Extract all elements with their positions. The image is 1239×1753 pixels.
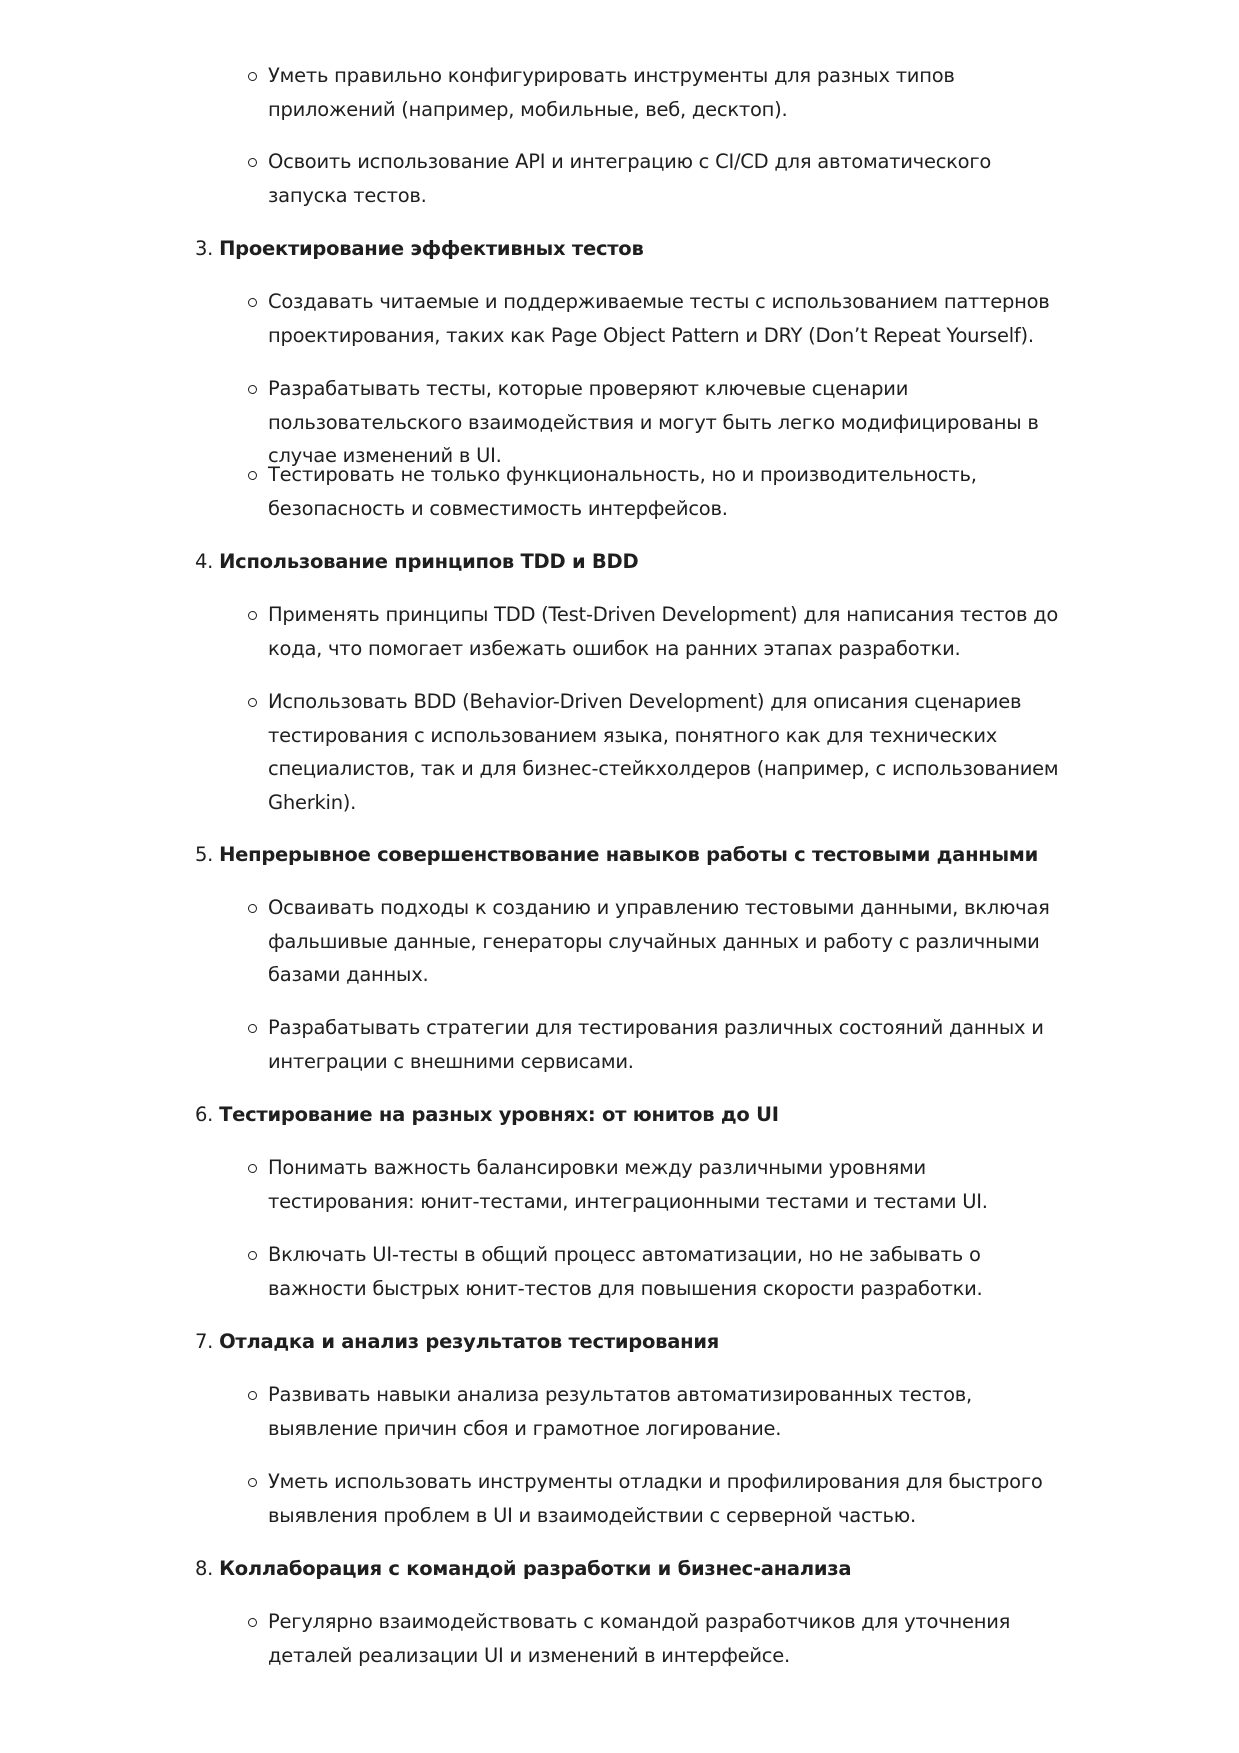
section-title: Отладка и анализ результатов тестирования (219, 1330, 720, 1353)
list-item-text: Разрабатывать стратегии для тестирования различных состояний данных и интеграции с внешними сервисами. (268, 1016, 1044, 1073)
section-number: 7. (195, 1330, 214, 1353)
section-title: Коллаборация с командой разработки и бизнес-анализа (219, 1557, 852, 1580)
list-item-text: Осваивать подходы к созданию и управлению тестовыми данными, включая фальшивые данные, генераторы случайных данных и работу с различными базами данных. (268, 896, 1050, 986)
section-title: Проектирование эффективных тестов (219, 237, 644, 260)
hollow-bullet-icon (248, 298, 257, 307)
hollow-bullet-icon (248, 1164, 257, 1173)
hollow-bullet-icon (248, 904, 257, 913)
list-item-text: Тестировать не только функциональность, но и производительность, безопасность и совместимость интерфейсов. (268, 463, 977, 520)
hollow-bullet-icon (248, 1618, 257, 1627)
hollow-bullet-icon (248, 471, 257, 480)
list-item-text: Регулярно взаимодействовать с командой разработчиков для уточнения деталей реализации UI и изменений в интерфейсе. (268, 1610, 1011, 1667)
hollow-bullet-icon (248, 385, 257, 394)
section-heading (195, 1325, 719, 1359)
section-number: 3. (195, 237, 214, 260)
section-title: Использование принципов TDD и BDD (219, 550, 639, 573)
section-number: 8. (195, 1557, 214, 1580)
section-number: 4. (195, 550, 214, 573)
hollow-bullet-icon (248, 1251, 257, 1260)
list-item-text: Освоить использование API и интеграцию с CI/CD для автоматического запуска тестов. (268, 150, 992, 207)
hollow-bullet-icon (248, 72, 257, 81)
section-title: Тестирование на разных уровнях: от юнитов до UI (219, 1103, 779, 1126)
hollow-bullet-icon (248, 1478, 257, 1487)
list-item-text: Применять принципы TDD (Test-Driven Development) для написания тестов до кода, что помогает избежать ошибок на ранних этапах разработки. (268, 603, 1059, 660)
list-item-text: Уметь правильно конфигурировать инструменты для разных типов приложений (например, мобильные, веб, десктоп). (268, 64, 955, 121)
list-item-text: Уметь использовать инструменты отладки и профилирования для быстрого выявления проблем в UI и взаимодействии с серверной частью. (268, 1470, 1043, 1527)
section-heading (195, 838, 1038, 872)
hollow-bullet-icon (248, 158, 257, 167)
list-item-text: Разрабатывать тесты, которые проверяют ключевые сценарии пользовательского взаимодействия и могут быть легко модифицированы в случае изменений в UI. (268, 377, 1039, 467)
section-number: 6. (195, 1103, 214, 1126)
list-item-text: Понимать важность балансировки между различными уровнями тестирования: юнит-тестами, интеграционными тестами и тестами UI. (268, 1156, 988, 1213)
section-title: Непрерывное совершенствование навыков работы с тестовыми данными (219, 843, 1039, 866)
list-item-text: Создавать читаемые и поддерживаемые тесты с использованием паттернов проектирования, таких как Page Object Pattern и DRY (Don’t Repeat Yourself). (268, 290, 1050, 347)
section-heading (195, 232, 644, 266)
hollow-bullet-icon (248, 611, 257, 620)
section-heading (195, 545, 638, 579)
section-heading (195, 1098, 779, 1132)
hollow-bullet-icon (248, 1024, 257, 1033)
list-item-text: Использовать BDD (Behavior-Driven Development) для описания сценариев тестирования с использованием языка, понятного как для технических специалистов, так и для бизнес-стейкхолдеров (например, с использованием Gherkin). (268, 690, 1059, 814)
hollow-bullet-icon (248, 1391, 257, 1400)
section-number: 5. (195, 843, 214, 866)
section-heading (195, 1552, 851, 1586)
list-item-text: Включать UI-тесты в общий процесс автоматизации, но не забывать о важности быстрых юнит-тестов для повышения скорости разработки. (268, 1243, 983, 1300)
list-item-text: Развивать навыки анализа результатов автоматизированных тестов, выявление причин сбоя и грамотное логирование. (268, 1383, 972, 1440)
hollow-bullet-icon (248, 698, 257, 707)
